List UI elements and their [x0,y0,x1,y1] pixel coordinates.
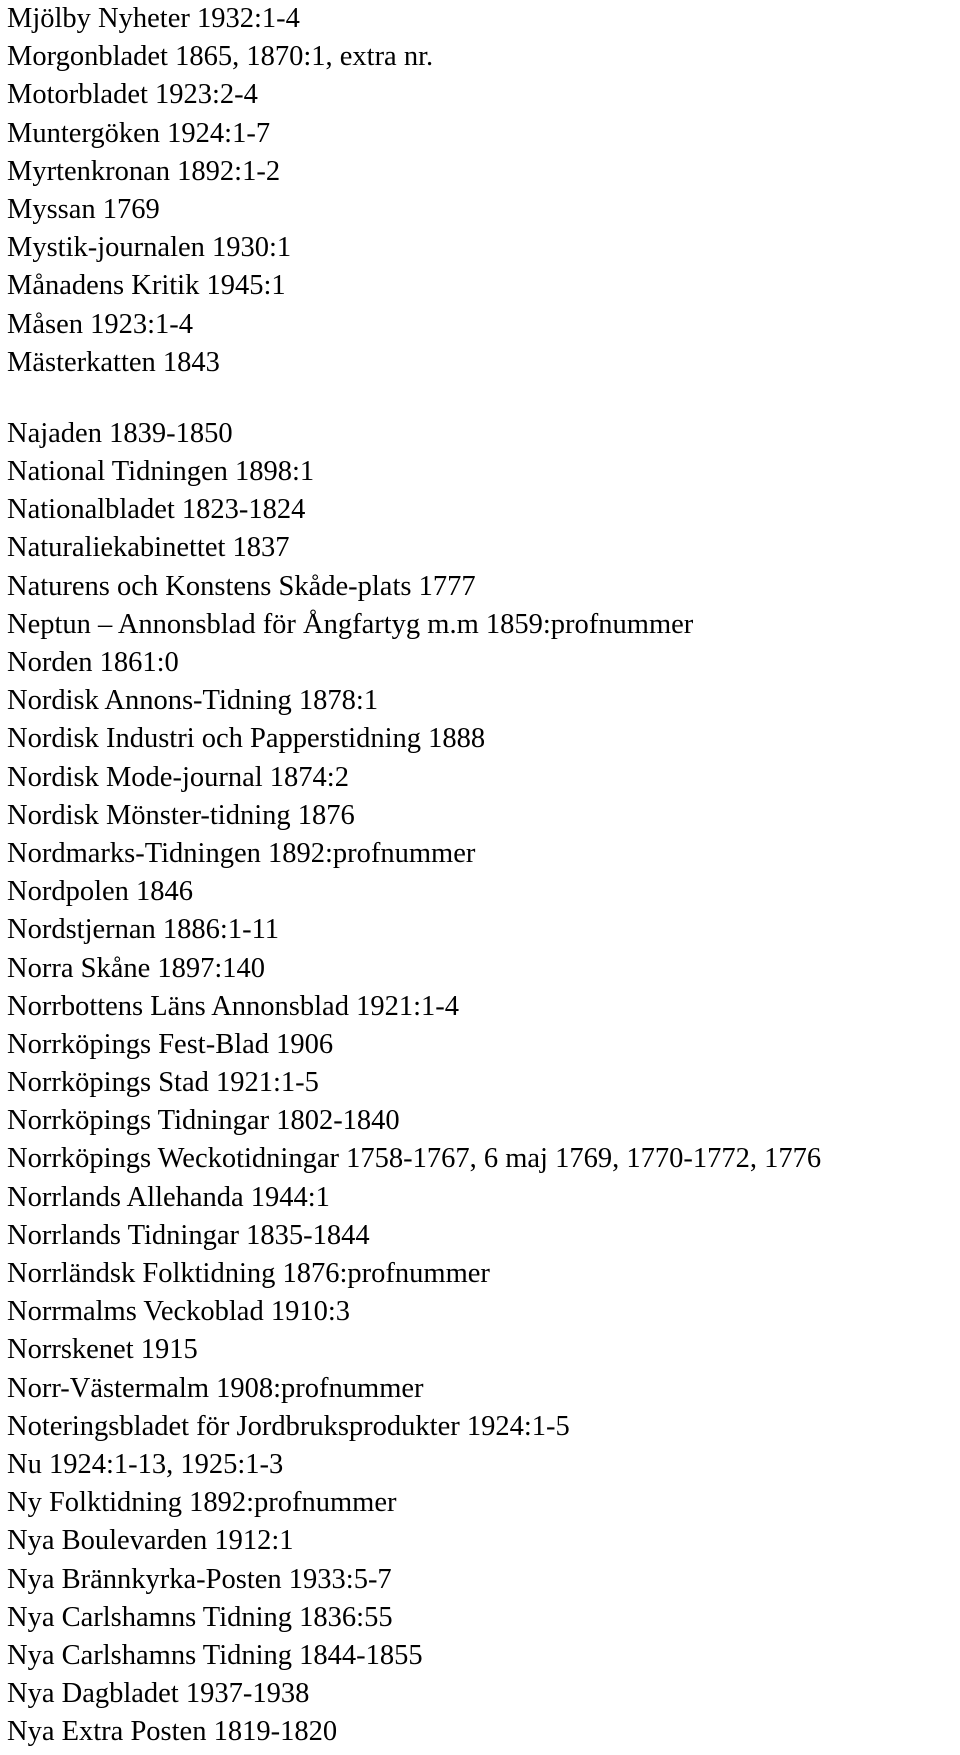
list-item: Norrlands Tidningar 1835-1844 [7,1219,370,1251]
entry-group-n [7,415,957,1752]
list-item: Norrköpings Fest-Blad 1906 [7,1028,334,1060]
list-item: Norrbottens Läns Annonsblad 1921:1-4 [7,990,459,1022]
list-item: Nya Extra Posten 1819-1820 [7,1716,338,1748]
list-item: Norden 1861:0 [7,647,179,678]
list-item: Myrtenkronan 1892:1-2 [7,155,281,187]
list-item: Norrskenet 1915 [7,1334,198,1366]
list-item: Nordmarks-Tidningen 1892:profnummer [7,837,476,869]
list-item: Norrköpings Stad 1921:1-5 [7,1067,319,1099]
list-item: Nya Brännkyrka-Posten 1933:5-7 [7,1563,392,1595]
list-item: Motorbladet 1923:2-4 [7,79,258,111]
list-item: Norrlands Allehanda 1944:1 [7,1181,330,1213]
list-item: Nordstjernan 1886:1-11 [7,914,280,946]
document-page [7,0,957,1751]
list-item: Nya Boulevarden 1912:1 [7,1525,294,1557]
list-item: Noteringsbladet för Jordbruksprodukter 1924:1-5 [7,1410,570,1442]
list-item: Nordisk Mönster-tidning 1876 [7,799,355,831]
list-item: Nya Carlshamns Tidning 1844-1855 [7,1639,423,1671]
list-item: Nordisk Mode-journal 1874:2 [7,761,349,793]
list-item: Najaden 1839-1850 [7,417,233,449]
list-item: Nya Carlshamns Tidning 1836:55 [7,1601,393,1633]
list-item: Nya Dagbladet 1937-1938 [7,1678,310,1710]
list-item: Norrköpings Tidningar 1802-1840 [7,1105,400,1137]
list-item: Mjölby Nyheter 1932:1-4 [7,3,300,34]
list-item: Norr-Västermalm 1908:profnummer [7,1372,424,1404]
list-item: Morgonbladet 1865, 1870:1, extra nr. [7,41,434,73]
list-item: Muntergöken 1924:1-7 [7,117,271,149]
list-item: Naturaliekabinettet 1837 [7,532,290,564]
list-item: Nordisk Industri och Papperstidning 1888 [7,723,486,755]
entry-group-m [7,0,957,382]
list-item: Myssan 1769 [7,193,160,225]
list-item: National Tidningen 1898:1 [7,456,315,488]
list-item: Månadens Kritik 1945:1 [7,270,286,302]
list-item: Neptun – Annonsblad för Ångfartyg m.m 1859:profnummer [7,608,694,640]
list-item: Norrköpings Weckotidningar 1758-1767, 6 maj 1769, 1770-1772, 1776 [7,1143,822,1175]
list-item: Ny Folktidning 1892:profnummer [7,1487,397,1519]
list-item: Måsen 1923:1-4 [7,308,194,340]
list-item: Mästerkatten 1843 [7,346,220,378]
list-item: Norra Skåne 1897:140 [7,952,266,984]
list-item: Norrmalms Veckoblad 1910:3 [7,1296,351,1328]
list-item: Nationalbladet 1823-1824 [7,494,306,526]
list-item: Norrländsk Folktidning 1876:profnummer [7,1258,490,1289]
list-item: Naturens och Konstens Skåde-plats 1777 [7,570,476,602]
list-item: Nordpolen 1846 [7,876,194,908]
list-item: Nordisk Annons-Tidning 1878:1 [7,685,379,717]
list-item: Mystik-journalen 1930:1 [7,232,292,264]
list-item: Nu 1924:1-13, 1925:1-3 [7,1448,284,1480]
